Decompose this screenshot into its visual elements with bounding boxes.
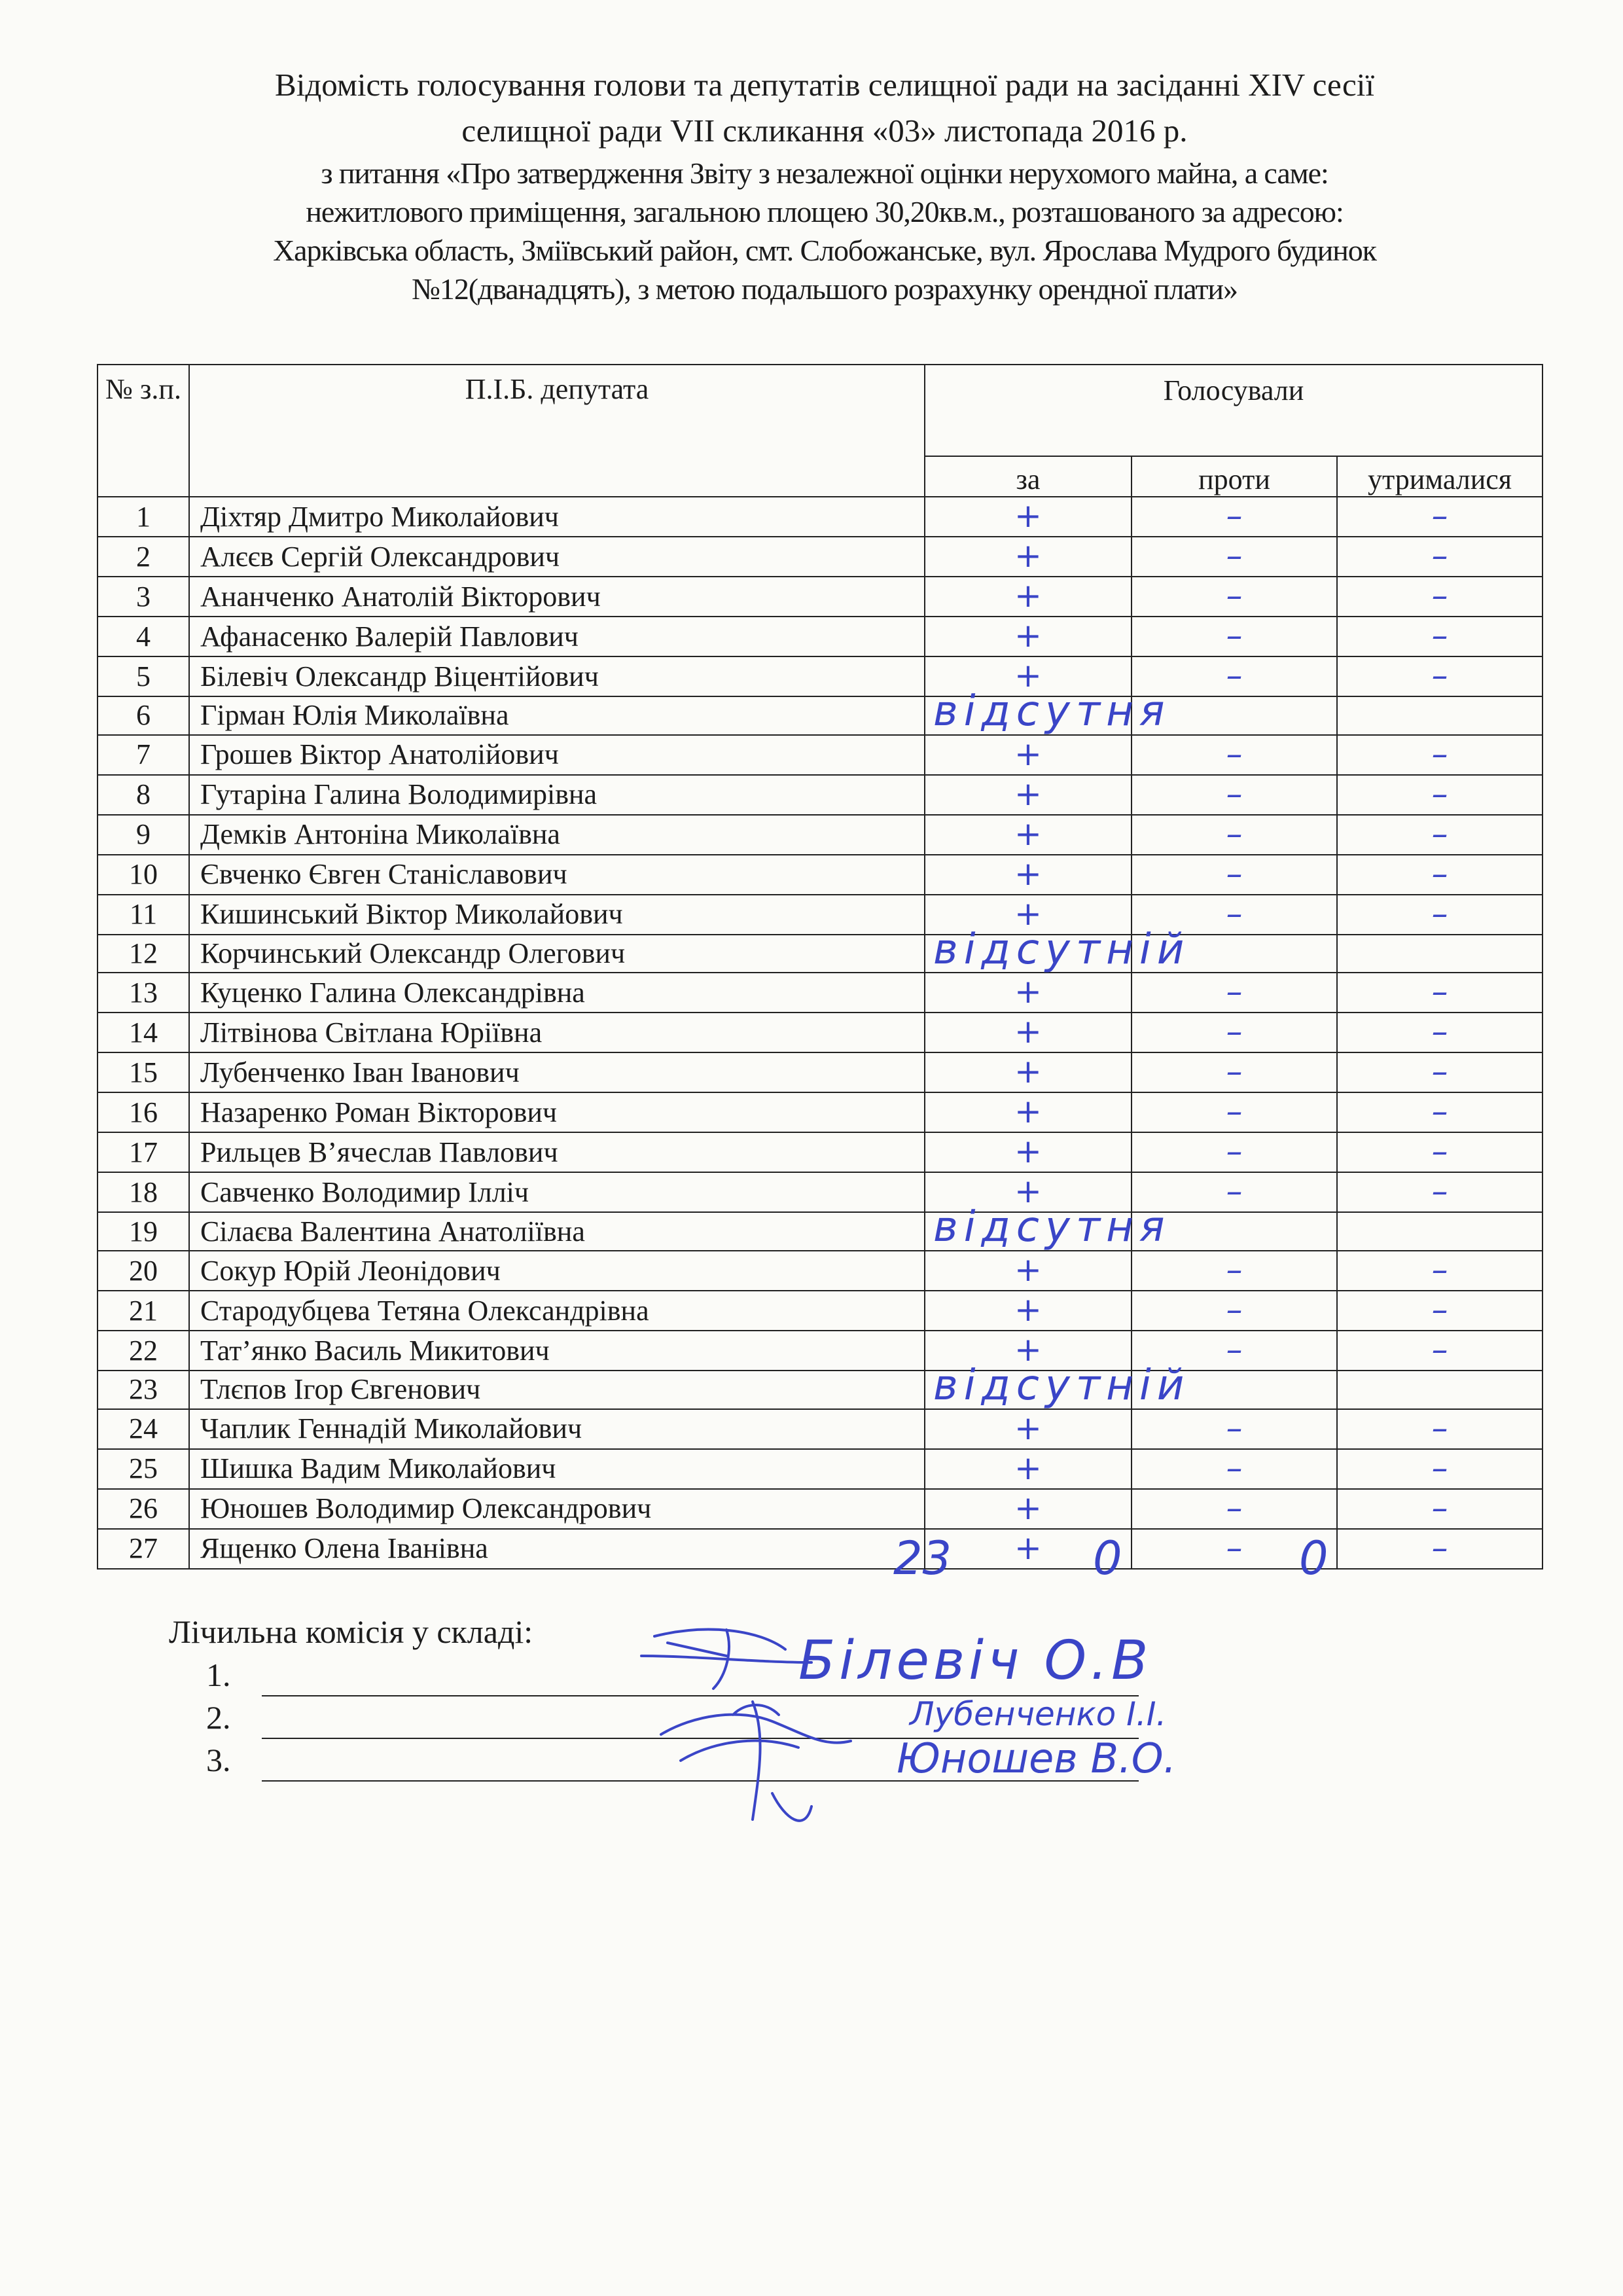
vote-abstained-mark: – xyxy=(1431,1448,1448,1487)
total-for: 23 xyxy=(893,1532,952,1585)
vote-against-cell xyxy=(1132,1449,1337,1489)
vote-against-cell xyxy=(1132,537,1337,577)
vote-for-mark: + xyxy=(1014,1448,1042,1487)
vote-against-cell xyxy=(1132,1212,1337,1251)
vote-against-cell xyxy=(1132,973,1337,1013)
vote-against-mark: – xyxy=(1226,1448,1243,1487)
deputy-name: Білевіч Олександр Віцентійович xyxy=(189,656,925,696)
vote-abstained-cell xyxy=(1337,935,1543,973)
vote-against-cell xyxy=(1132,1409,1337,1449)
vote-abstained-cell xyxy=(1337,1449,1543,1489)
vote-against-mark: – xyxy=(1226,497,1243,535)
table-row xyxy=(98,1371,1543,1409)
table-row xyxy=(98,1291,1543,1331)
deputy-name: Афанасенко Валерій Павлович xyxy=(189,617,925,656)
vote-abstained-mark: – xyxy=(1431,973,1448,1011)
vote-against-cell xyxy=(1132,1052,1337,1092)
vote-abstained-cell xyxy=(1337,1251,1543,1291)
deputy-name: Ященко Олена Іванівна xyxy=(189,1529,925,1569)
table-row xyxy=(98,1331,1543,1371)
vote-for-cell xyxy=(925,1013,1132,1052)
vote-abstained-cell xyxy=(1337,973,1543,1013)
vote-abstained-mark: – xyxy=(1431,656,1448,694)
header-abstained: утрималися xyxy=(1337,456,1543,497)
vote-for-cell xyxy=(925,1449,1132,1489)
vote-for-mark: + xyxy=(1014,1013,1042,1051)
vote-for-mark: + xyxy=(1014,1528,1042,1567)
vote-for-mark: + xyxy=(1014,1251,1042,1289)
row-number: 14 xyxy=(98,1013,189,1052)
vote-for-cell xyxy=(925,1092,1132,1132)
vote-for-cell xyxy=(925,775,1132,815)
vote-abstained-cell xyxy=(1337,775,1543,815)
deputy-name: Євченко Євген Станіславович xyxy=(189,855,925,895)
vote-against-cell xyxy=(1132,497,1337,537)
total-abstained: 0 xyxy=(1299,1532,1329,1585)
deputy-name: Демків Антоніна Миколаївна xyxy=(189,815,925,855)
vote-for-cell xyxy=(925,1361,1190,1410)
vote-abstained-cell xyxy=(1337,1052,1543,1092)
deputy-name: Корчинський Олександр Олегович xyxy=(189,935,925,973)
vote-for-mark: + xyxy=(1014,854,1042,893)
vote-abstained-cell xyxy=(1337,1212,1543,1251)
deputy-name: Ананченко Анатолій Вікторович xyxy=(189,577,925,617)
row-number: 22 xyxy=(98,1331,189,1371)
signature-1: Білевіч О.В xyxy=(798,1630,1152,1692)
vote-abstained-cell xyxy=(1337,1132,1543,1172)
title-line-6: №12(дванадцять), з метою подальшого розрахунку орендної плати» xyxy=(412,272,1238,306)
vote-against-mark: – xyxy=(1226,734,1243,773)
vote-for-mark: + xyxy=(1014,774,1042,813)
deputy-name: Савченко Володимир Ілліч xyxy=(189,1172,925,1212)
table-row xyxy=(98,815,1543,855)
table-row xyxy=(98,775,1543,815)
vote-for-cell xyxy=(925,1052,1132,1092)
vote-abstained-mark: – xyxy=(1431,1291,1448,1329)
deputy-name: Грошев Віктор Анатолійович xyxy=(189,735,925,775)
deputy-name: Назаренко Роман Вікторович xyxy=(189,1092,925,1132)
vote-abstained-cell xyxy=(1337,497,1543,537)
deputy-name: Гутаріна Галина Володимирівна xyxy=(189,775,925,815)
absent-mark: відсутня xyxy=(933,1203,1171,1252)
commission-num-2: 2. xyxy=(206,1699,231,1736)
vote-for-cell xyxy=(925,537,1132,577)
vote-against-mark: – xyxy=(1226,1132,1243,1171)
vote-for-mark: + xyxy=(1014,1132,1042,1171)
table-row xyxy=(98,617,1543,656)
deputy-name: Юношев Володимир Олександрович xyxy=(189,1489,925,1529)
vote-against-cell xyxy=(1132,1132,1337,1172)
document-title xyxy=(131,62,1518,308)
vote-for-cell xyxy=(925,1291,1132,1331)
table-row xyxy=(98,577,1543,617)
vote-for-cell xyxy=(925,855,1132,895)
table-row xyxy=(98,497,1543,537)
header-name: П.І.Б. депутата xyxy=(189,365,925,497)
vote-abstained-cell xyxy=(1337,1291,1543,1331)
vote-abstained-mark: – xyxy=(1431,1408,1448,1447)
vote-against-mark: – xyxy=(1226,1092,1243,1131)
vote-for-cell xyxy=(925,1203,1171,1252)
vote-abstained-mark: – xyxy=(1431,617,1448,655)
vote-for-mark: + xyxy=(1014,656,1042,694)
vote-abstained-mark: – xyxy=(1431,814,1448,853)
table-row xyxy=(98,1052,1543,1092)
vote-for-cell xyxy=(925,687,1171,736)
commission-label: Лічильна комісія у складі: xyxy=(169,1613,533,1650)
vote-for-cell xyxy=(925,1251,1132,1291)
row-number: 21 xyxy=(98,1291,189,1331)
table-row xyxy=(98,656,1543,696)
deputy-name: Куценко Галина Олександрівна xyxy=(189,973,925,1013)
vote-against-mark: – xyxy=(1226,1528,1243,1567)
vote-for-mark: + xyxy=(1014,1488,1042,1527)
header-against: проти xyxy=(1132,456,1337,497)
deputy-name: Гірман Юлія Миколаївна xyxy=(189,696,925,735)
vote-for-cell xyxy=(925,1132,1132,1172)
vote-against-cell xyxy=(1132,1251,1337,1291)
header-for: за xyxy=(925,456,1132,497)
vote-for-mark: + xyxy=(1014,617,1042,655)
vote-abstained-cell xyxy=(1337,696,1543,735)
deputy-name: Літвінова Світлана Юріївна xyxy=(189,1013,925,1052)
row-number: 20 xyxy=(98,1251,189,1291)
vote-abstained-cell xyxy=(1337,735,1543,775)
deputy-name: Сокур Юрій Леонідович xyxy=(189,1251,925,1291)
table-row xyxy=(98,1212,1543,1251)
row-number: 13 xyxy=(98,973,189,1013)
vote-for-cell xyxy=(925,497,1132,537)
deputy-name: Чаплик Геннадій Миколайович xyxy=(189,1409,925,1449)
row-number: 18 xyxy=(98,1172,189,1212)
row-number: 9 xyxy=(98,815,189,855)
vote-against-cell xyxy=(1132,1013,1337,1052)
vote-against-cell xyxy=(1132,577,1337,617)
row-number: 16 xyxy=(98,1092,189,1132)
commission-num-3: 3. xyxy=(206,1742,231,1778)
deputy-name: Сілаєва Валентина Анатоліївна xyxy=(189,1212,925,1251)
title-line-4: нежитлового приміщення, загальною площею 30,20кв.м., розташованого за адресою: xyxy=(306,195,1344,228)
vote-abstained-mark: – xyxy=(1431,1052,1448,1091)
vote-against-mark: – xyxy=(1226,1251,1243,1289)
row-number: 26 xyxy=(98,1489,189,1529)
vote-abstained-cell xyxy=(1337,537,1543,577)
row-number: 2 xyxy=(98,537,189,577)
table-row xyxy=(98,895,1543,935)
vote-abstained-cell xyxy=(1337,617,1543,656)
vote-abstained-mark: – xyxy=(1431,1092,1448,1131)
deputy-name: Шишка Вадим Миколайович xyxy=(189,1449,925,1489)
vote-abstained-cell xyxy=(1337,1409,1543,1449)
vote-abstained-mark: – xyxy=(1431,1132,1448,1171)
vote-abstained-mark: – xyxy=(1431,1528,1448,1567)
vote-against-mark: – xyxy=(1226,1052,1243,1091)
row-number: 25 xyxy=(98,1449,189,1489)
vote-against-cell xyxy=(1132,775,1337,815)
vote-abstained-cell xyxy=(1337,895,1543,935)
table-row xyxy=(98,855,1543,895)
vote-against-cell xyxy=(1132,815,1337,855)
vote-against-mark: – xyxy=(1226,1013,1243,1051)
vote-abstained-cell xyxy=(1337,577,1543,617)
vote-against-mark: – xyxy=(1226,577,1243,615)
row-number: 11 xyxy=(98,895,189,935)
vote-abstained-mark: – xyxy=(1431,894,1448,933)
vote-against-cell xyxy=(1132,1371,1337,1409)
vote-abstained-mark: – xyxy=(1431,1172,1448,1211)
vote-against-mark: – xyxy=(1226,1291,1243,1329)
row-number: 10 xyxy=(98,855,189,895)
vote-against-cell xyxy=(1132,935,1337,973)
row-number: 12 xyxy=(98,935,189,973)
vote-abstained-cell xyxy=(1337,1529,1543,1569)
vote-against-mark: – xyxy=(1226,774,1243,813)
table-row xyxy=(98,1489,1543,1529)
vote-for-cell xyxy=(925,617,1132,656)
vote-against-cell xyxy=(1132,735,1337,775)
signature-3: Юношев В.О. xyxy=(897,1734,1177,1782)
vote-against-cell xyxy=(1132,696,1337,735)
voting-table xyxy=(97,364,1543,1570)
vote-against-mark: – xyxy=(1226,973,1243,1011)
vote-against-mark: – xyxy=(1226,656,1243,694)
table-row xyxy=(98,1013,1543,1052)
vote-abstained-mark: – xyxy=(1431,497,1448,535)
signature-2: Лубенченко І.І. xyxy=(910,1695,1167,1733)
title-line-5: Харківська область, Зміївський район, смт. Слобожанське, вул. Ярослава Мудрого будинок xyxy=(273,234,1376,267)
vote-for-mark: + xyxy=(1014,973,1042,1011)
vote-abstained-cell xyxy=(1337,1489,1543,1529)
vote-for-mark: + xyxy=(1014,894,1042,933)
deputy-name: Стародубцева Тетяна Олександрівна xyxy=(189,1291,925,1331)
row-number: 8 xyxy=(98,775,189,815)
vote-abstained-cell xyxy=(1337,1331,1543,1371)
deputy-name: Тлєпов Ігор Євгенович xyxy=(189,1371,925,1409)
vote-for-cell xyxy=(925,815,1132,855)
vote-abstained-cell xyxy=(1337,1013,1543,1052)
row-number: 3 xyxy=(98,577,189,617)
vote-against-mark: – xyxy=(1226,894,1243,933)
row-number: 19 xyxy=(98,1212,189,1251)
title-line-3: з питання «Про затвердження Звіту з незалежної оцінки нерухомого майна, а саме: xyxy=(321,156,1329,190)
row-number: 23 xyxy=(98,1371,189,1409)
vote-for-mark: + xyxy=(1014,577,1042,615)
vote-against-mark: – xyxy=(1226,1488,1243,1527)
title-line-1: Відомість голосування голови та депутатів селищної ради на засіданні XIV сесії xyxy=(275,67,1374,103)
vote-for-cell xyxy=(925,735,1132,775)
vote-abstained-mark: – xyxy=(1431,1488,1448,1527)
absent-mark: відсутній xyxy=(933,1361,1190,1410)
table-row xyxy=(98,1092,1543,1132)
vote-for-mark: + xyxy=(1014,1052,1042,1091)
vote-against-mark: – xyxy=(1226,1172,1243,1211)
vote-abstained-mark: – xyxy=(1431,1013,1448,1051)
vote-for-mark: + xyxy=(1014,1172,1042,1211)
absent-mark: відсутня xyxy=(933,687,1171,736)
row-number: 1 xyxy=(98,497,189,537)
deputy-name: Алєєв Сергій Олександрович xyxy=(189,537,925,577)
vote-against-mark: – xyxy=(1226,1331,1243,1369)
vote-against-mark: – xyxy=(1226,617,1243,655)
row-number: 7 xyxy=(98,735,189,775)
row-number: 27 xyxy=(98,1529,189,1569)
table-row xyxy=(98,1172,1543,1212)
vote-against-cell xyxy=(1132,617,1337,656)
deputy-name: Тат’янко Василь Микитович xyxy=(189,1331,925,1371)
vote-for-cell xyxy=(925,925,1190,974)
vote-against-mark: – xyxy=(1226,814,1243,853)
table-row xyxy=(98,537,1543,577)
table-row xyxy=(98,696,1543,735)
vote-against-mark: – xyxy=(1226,854,1243,893)
vote-against-cell xyxy=(1132,1291,1337,1331)
vote-abstained-mark: – xyxy=(1431,577,1448,615)
table-row xyxy=(98,935,1543,973)
total-against: 0 xyxy=(1093,1532,1122,1585)
table-row xyxy=(98,1132,1543,1172)
vote-for-mark: + xyxy=(1014,497,1042,535)
header-num: № з.п. xyxy=(98,365,189,497)
row-number: 5 xyxy=(98,656,189,696)
vote-for-cell xyxy=(925,1489,1132,1529)
vote-abstained-mark: – xyxy=(1431,774,1448,813)
absent-mark: відсутній xyxy=(933,925,1190,974)
vote-abstained-mark: – xyxy=(1431,1251,1448,1289)
vote-for-cell xyxy=(925,973,1132,1013)
row-number: 15 xyxy=(98,1052,189,1092)
vote-for-mark: + xyxy=(1014,1092,1042,1131)
vote-abstained-cell xyxy=(1337,815,1543,855)
vote-for-mark: + xyxy=(1014,1331,1042,1369)
vote-for-mark: + xyxy=(1014,1408,1042,1447)
vote-abstained-mark: – xyxy=(1431,854,1448,893)
signature-scribble-2 xyxy=(654,1676,929,1846)
table-row xyxy=(98,1409,1543,1449)
row-number: 4 xyxy=(98,617,189,656)
commission-num-1: 1. xyxy=(206,1657,231,1693)
title-line-2: селищної ради VII скликання «03» листопада 2016 р. xyxy=(461,113,1188,149)
vote-for-mark: + xyxy=(1014,814,1042,853)
vote-against-mark: – xyxy=(1226,1408,1243,1447)
deputy-name: Лубенченко Іван Іванович xyxy=(189,1052,925,1092)
row-number: 6 xyxy=(98,696,189,735)
vote-for-mark: + xyxy=(1014,537,1042,575)
table-row xyxy=(98,1251,1543,1291)
vote-abstained-cell xyxy=(1337,1371,1543,1409)
vote-abstained-cell xyxy=(1337,855,1543,895)
vote-abstained-cell xyxy=(1337,656,1543,696)
deputy-name: Кишинський Віктор Миколайович xyxy=(189,895,925,935)
vote-abstained-cell xyxy=(1337,1092,1543,1132)
vote-for-cell xyxy=(925,1409,1132,1449)
deputy-name: Діхтяр Дмитро Миколайович xyxy=(189,497,925,537)
vote-against-cell xyxy=(1132,1092,1337,1132)
vote-against-cell xyxy=(1132,855,1337,895)
vote-abstained-mark: – xyxy=(1431,537,1448,575)
table-row xyxy=(98,973,1543,1013)
vote-abstained-cell xyxy=(1337,1172,1543,1212)
deputy-name: Рильцев В’ячеслав Павлович xyxy=(189,1132,925,1172)
table-row xyxy=(98,735,1543,775)
vote-for-mark: + xyxy=(1014,734,1042,773)
vote-abstained-mark: – xyxy=(1431,1331,1448,1369)
vote-for-cell xyxy=(925,577,1132,617)
vote-against-mark: – xyxy=(1226,537,1243,575)
vote-against-cell xyxy=(1132,1489,1337,1529)
table-row xyxy=(98,1449,1543,1489)
row-number: 24 xyxy=(98,1409,189,1449)
header-voted: Голосували xyxy=(925,365,1543,456)
vote-abstained-mark: – xyxy=(1431,734,1448,773)
row-number: 17 xyxy=(98,1132,189,1172)
vote-for-mark: + xyxy=(1014,1291,1042,1329)
